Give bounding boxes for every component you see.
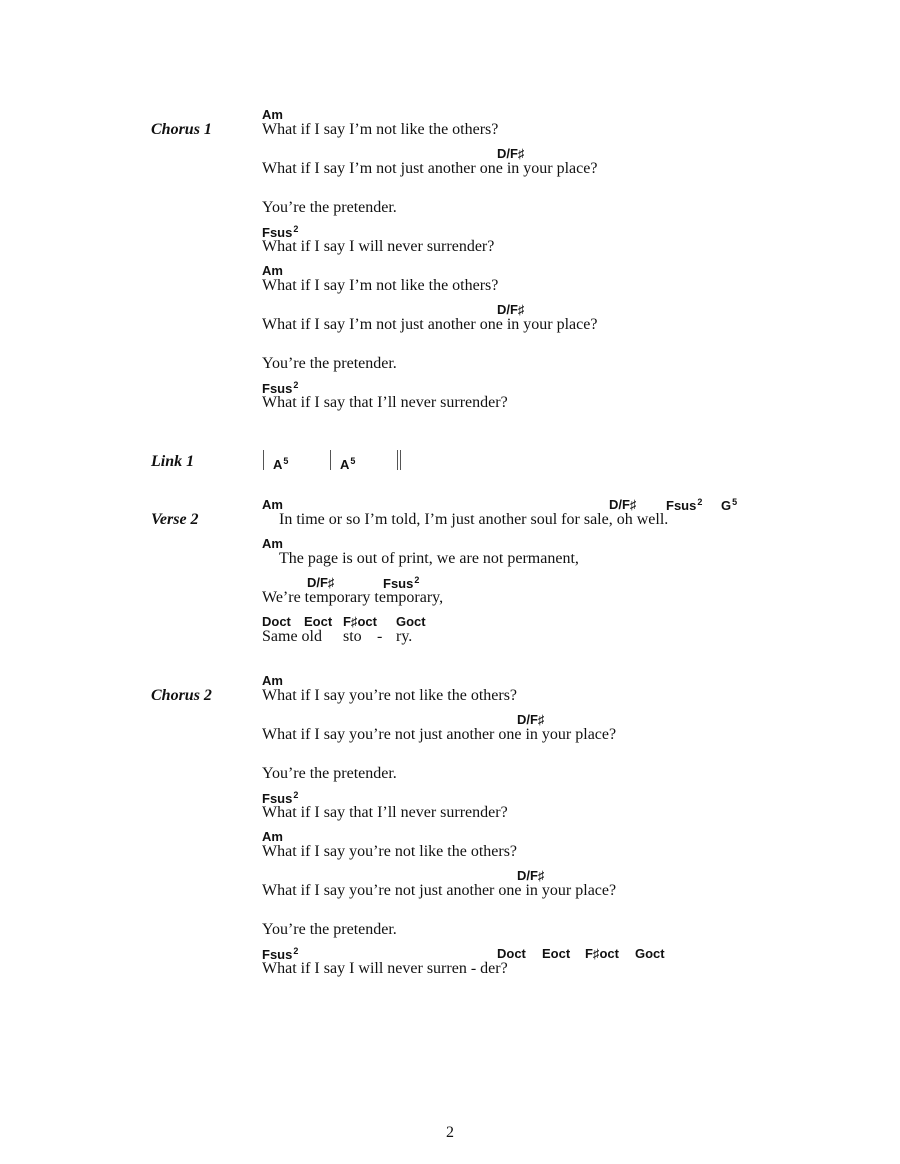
- lyric-line: You’re the pretender.: [262, 199, 397, 216]
- lyric-line: What if I say you’re not just another one in your place?: [262, 882, 617, 899]
- lyric-line: You’re the pretender.: [262, 765, 397, 782]
- page-number: 2: [446, 1124, 454, 1141]
- lyric-line: What if I say that I’ll never surrender?: [262, 804, 508, 821]
- final-bar-line: [397, 450, 398, 470]
- lyric-syllable: ry.: [396, 628, 413, 645]
- section-label-link-1: Link 1: [151, 453, 195, 470]
- bar-line: [330, 450, 331, 470]
- chord-a5: $A^5$: [340, 456, 356, 472]
- lyric-line: What if I say I will never surrender?: [262, 238, 495, 255]
- chord-fsus2: Fsus$^2$: [666, 497, 703, 513]
- lyric-hyphen: -: [377, 628, 383, 645]
- chord-am: Am: [262, 263, 283, 278]
- lyric-line: What if I say that I’ll never surrender?: [262, 394, 508, 411]
- chord-d-over-f-sharp: D/F♯: [307, 575, 335, 590]
- chord-f-sharp-octave: F♯oct: [343, 614, 377, 629]
- chord-am: Am: [262, 829, 283, 844]
- chord-g-octave: Goct: [396, 614, 426, 629]
- bar-line: [263, 450, 264, 470]
- chord-g5: $G^5$: [721, 497, 738, 513]
- chord-e-octave: Eoct: [542, 946, 571, 961]
- chord-d-over-f-sharp: D/F♯: [497, 302, 525, 317]
- chord-fsus2: Fsus$^2$: [262, 946, 299, 962]
- lyric-line: What if I say I will never surren - der?: [262, 960, 508, 977]
- chord-g-octave: Goct: [635, 946, 665, 961]
- section-label-verse-2: Verse 2: [151, 511, 199, 528]
- chord-e-octave: Eoct: [304, 614, 333, 629]
- lyric-line: What if I say you’re not like the others?: [262, 687, 518, 704]
- lyric-line: You’re the pretender.: [262, 355, 397, 372]
- lyric-syllable: Same old: [262, 628, 322, 645]
- chord-am: Am: [262, 107, 283, 122]
- lyric-line: What if I say you’re not like the others?: [262, 843, 518, 860]
- lyric-line: We’re temporary temporary,: [262, 589, 444, 606]
- section-label-chorus-1: Chorus 1: [151, 121, 212, 138]
- chord-d-over-f-sharp: D/F♯: [517, 868, 545, 883]
- lyric-syllable: sto: [343, 628, 362, 645]
- chord-fsus2: Fsus$^2$: [262, 380, 299, 396]
- lyric-line: What if I say I’m not like the others?: [262, 121, 499, 138]
- chord-d-octave: Doct: [262, 614, 291, 629]
- chord-am: Am: [262, 673, 283, 688]
- lyric-line: What if I say you’re not just another one in your place?: [262, 726, 617, 743]
- chord-a5: $A^5$: [273, 456, 289, 472]
- lyric-line: What if I say I’m not just another one in your place?: [262, 316, 598, 333]
- lyric-line: In time or so I’m told, I’m just another soul for sale, oh well.: [279, 511, 669, 528]
- chord-fsus2: Fsus$^2$: [383, 575, 420, 591]
- chord-am: Am: [262, 536, 283, 551]
- chord-am: Am: [262, 497, 283, 512]
- chord-f-sharp-octave: F♯oct: [585, 946, 619, 961]
- lyric-line: What if I say I’m not like the others?: [262, 277, 499, 294]
- lyric-line: The page is out of print, we are not permanent,: [279, 550, 579, 567]
- lyric-line: What if I say I’m not just another one in your place?: [262, 160, 598, 177]
- final-bar-line: [400, 450, 401, 470]
- lyric-line: You’re the pretender.: [262, 921, 397, 938]
- chord-fsus2: Fsus$^2$: [262, 790, 299, 806]
- chord-d-octave: Doct: [497, 946, 526, 961]
- chord-d-over-f-sharp: D/F♯: [517, 712, 545, 727]
- chord-d-over-f-sharp: D/F♯: [609, 497, 637, 512]
- section-label-chorus-2: Chorus 2: [151, 687, 212, 704]
- chord-fsus2: Fsus$^2$: [262, 224, 299, 240]
- chord-d-over-f-sharp: D/F♯: [497, 146, 525, 161]
